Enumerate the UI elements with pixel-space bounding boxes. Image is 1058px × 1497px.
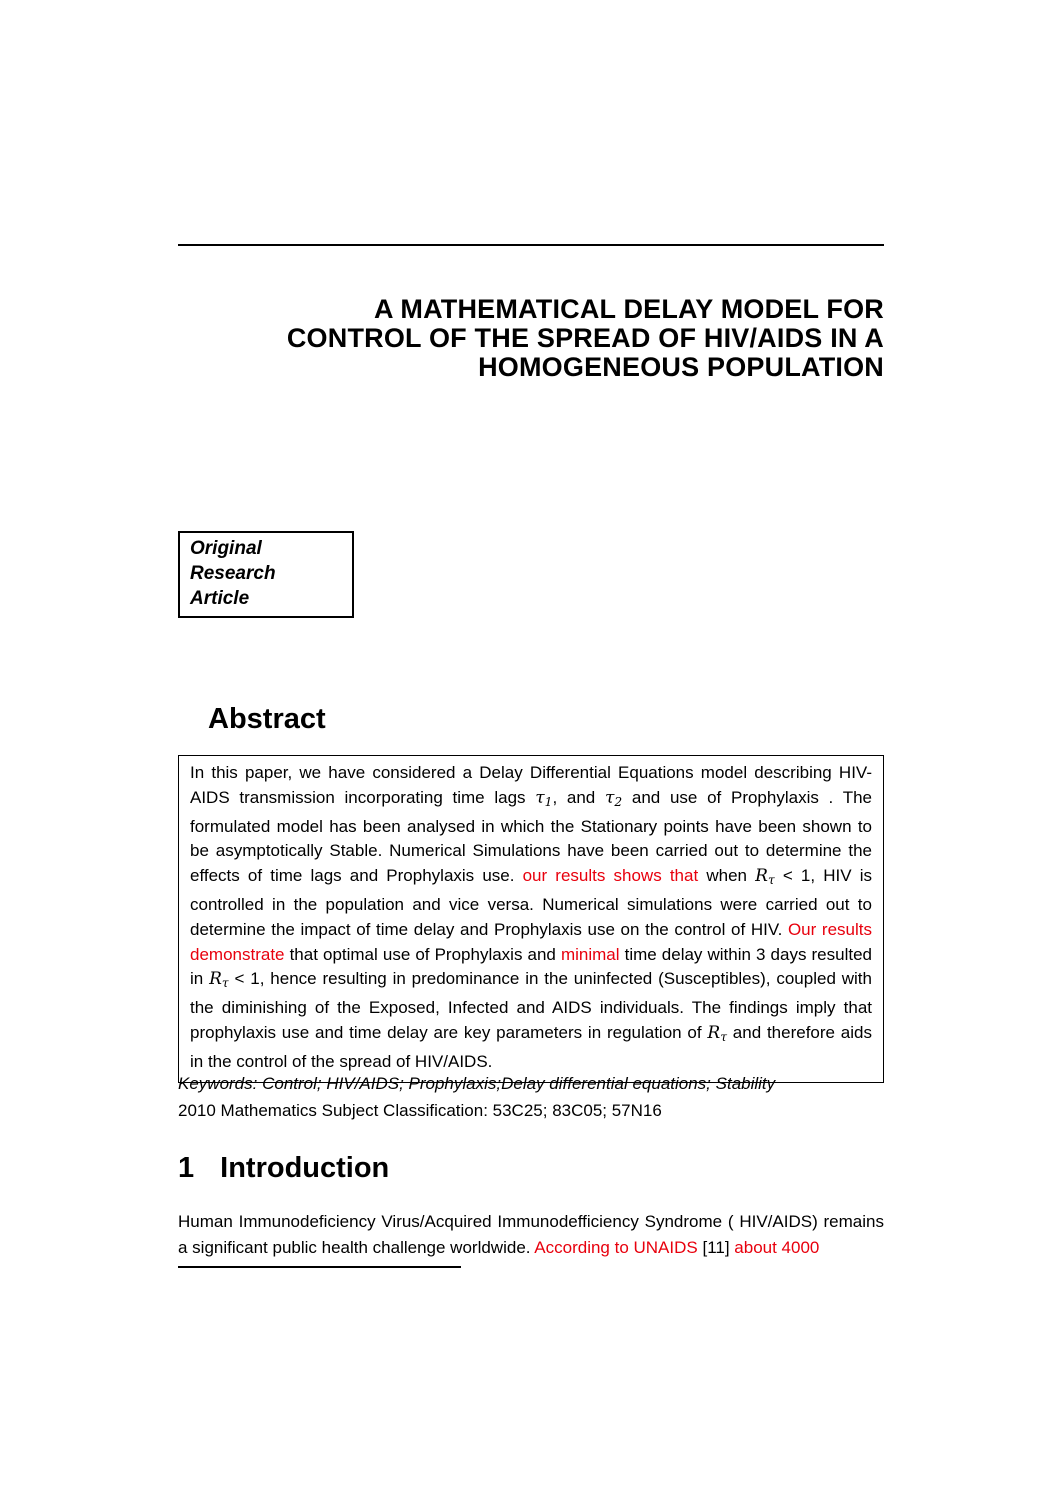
- footnote-rule: [178, 1266, 461, 1268]
- article-type-line-1: Original: [190, 538, 262, 559]
- paper-title: [178, 295, 884, 382]
- introduction-text: Human Immunodeficiency Virus/Acquired Immunodefficiency Syndrome ( HIV/AIDS) remains a significant public health challenge worldwide. According to UNAIDS [11] about 4000: [178, 1212, 884, 1257]
- keywords-line: Keywords: Control; HIV/AIDS; Prophylaxis;Delay differential equations; Stability: [178, 1074, 776, 1093]
- introduction-heading: [178, 1152, 389, 1185]
- section-title: Introduction: [220, 1152, 390, 1184]
- section-number: 1: [178, 1152, 195, 1184]
- abstract-heading: Abstract: [208, 703, 326, 735]
- header-rule: [178, 244, 884, 246]
- article-type-line-2: Research: [190, 563, 276, 584]
- paper-title-line-3: HOMOGENEOUS POPULATION: [478, 352, 884, 382]
- msc-line: 2010 Mathematics Subject Classification: 53C25; 83C05; 57N16: [178, 1101, 662, 1120]
- abstract-box: [178, 755, 884, 1083]
- article-type-line-3: Article: [190, 588, 250, 609]
- introduction-paragraph: [178, 1209, 884, 1261]
- article-type-box: [178, 531, 354, 618]
- paper-title-line-2: CONTROL OF THE SPREAD OF HIV/AIDS IN A: [286, 323, 884, 353]
- paper-title-line-1: A MATHEMATICAL DELAY MODEL FOR: [373, 294, 884, 324]
- abstract-text: In this paper, we have considered a Delay Differential Equations model describing HIV-AIDS transmission incorporating time lags τ1, and τ2 and use of Prophylaxis . The formulated model has been analysed in which the Stationary points have been shown to be asymptotically Stable. Numerical Simulations have been carried out to determine the effects of time lags and Prophylaxis use. our results shows that when Rτ < 1, HIV is controlled in the population and vice versa. Numerical simulations were carried out to determine the impact of time delay and Prophylaxis use on the control of HIV. Our results demonstrate that optimal use of Prophylaxis and minimal time delay within 3 days resulted in Rτ < 1, hence resulting in predominance in the uninfected (Susceptibles), coupled with the diminishing of the Exposed, Infected and AIDS individuals. The findings imply that prophylaxis use and time delay are key parameters in regulation of Rτ and therefore aids in the control of the spread of HIV/AIDS.: [190, 763, 873, 1071]
